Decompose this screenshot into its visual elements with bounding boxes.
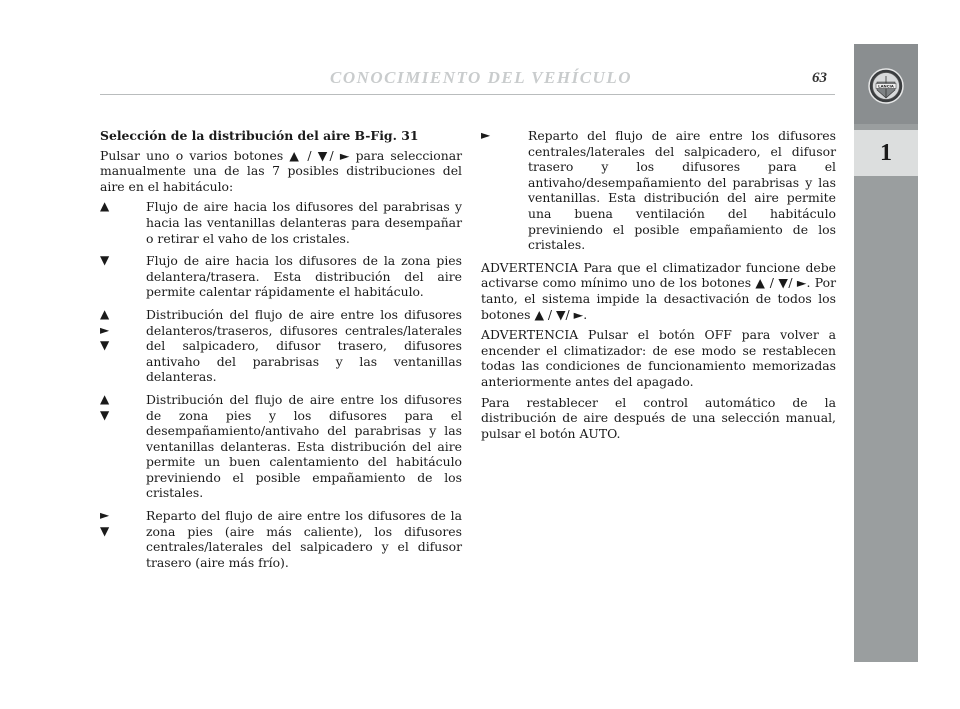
item-description: Reparto del flujo de aire entre los difusores de la zona pies (aire más caliente), los difusores centrales/laterales del salpicadero y el difusor trasero (aire más frío). — [146, 508, 462, 570]
right-column — [481, 128, 836, 446]
item-description: Flujo de aire hacia los difusores de la zona pies delantera/trasera. Esta distribución del aire permite calentar rápidamente el habitáculo. — [146, 253, 462, 300]
distribution-item — [100, 253, 462, 300]
distribution-item — [100, 307, 462, 385]
item-description: Distribución del flujo de aire entre los difusores de zona pies y los difusores para el desempañamiento/antivaho del parabrisas y las ventanillas delanteras. Esta distribución del aire permite un buen calentamiento del habitáculo previniendo el posible empañamiento de los cristales. — [146, 391, 462, 501]
arrow-up-icon: ▲ — [100, 306, 110, 321]
distribution-item — [100, 392, 462, 501]
logo-container — [854, 44, 918, 124]
arrow-down-icon: ▼ — [100, 407, 110, 422]
warning-paragraph: ADVERTENCIA Pulsar el botón OFF para volver a encender el climatizador: de ese modo se restablecen todas las condiciones de funcionamiento memorizadas anteriormente antes del apagado. — [481, 327, 836, 389]
item-description: Distribución del flujo de aire entre los difusores delanteros/traseros, difusores centrales/laterales del salpicadero, difusor trasero, difusores antivaho del parabrisas y las ventanillas delanteras. — [146, 306, 462, 385]
arrow-down-icon: ▼ — [100, 253, 110, 268]
section-title: Selección de la distribución del aire B-Fig. 31 — [100, 128, 419, 143]
arrow-right-icon: ► — [481, 128, 491, 142]
warning-paragraph: ADVERTENCIA Para que el climatizador funcione debe activarse como mínimo uno de los botones ▲ / ▼/ ►. Por tanto, el sistema impide la desactivación de todos los botones ▲ / ▼/ ►. — [481, 259, 836, 322]
page-number: 63 — [812, 70, 827, 86]
distribution-item — [100, 508, 462, 570]
distribution-item — [481, 128, 836, 253]
item-description: Flujo de aire hacia los difusores del parabrisas y hacia las ventanillas delanteras para desempañar o retirar el vaho de los cristales. — [146, 199, 462, 246]
chapter-number: 1 — [854, 130, 918, 176]
left-column — [100, 128, 462, 577]
arrow-up-icon: ▲ — [100, 199, 110, 214]
logo-text: LANCIA — [878, 83, 894, 89]
intro-paragraph: Pulsar uno o varios botones ▲ / ▼/ ► para seleccionar manualmente una de las 7 posibles distribuciones del aire en el habitáculo: — [100, 147, 462, 194]
chapter-sidebar — [854, 44, 918, 662]
distribution-item — [100, 199, 462, 246]
arrow-right-icon: ► — [100, 322, 110, 337]
header-divider — [100, 94, 835, 95]
arrow-down-icon: ▼ — [100, 523, 110, 538]
arrow-down-icon: ▼ — [100, 338, 110, 353]
lancia-shield-logo-icon — [868, 68, 904, 104]
item-description: Reparto del flujo de aire entre los difusores centrales/laterales del salpicadero, el difusor trasero y los difusores para el antivaho/desempañamiento del parabrisas y las ventanillas. Esta distribución del aire permite una buena ventilación del habitáculo previniendo el posible empañamiento de los cristales. — [528, 128, 836, 253]
header-title: CONOCIMIENTO DEL VEHÍCULO — [330, 68, 632, 87]
arrow-up-icon: ▲ — [100, 391, 110, 406]
arrow-right-icon: ► — [100, 508, 110, 523]
auto-paragraph: Para restablecer el control automático de la distribución de aire después de una selección manual, pulsar el botón AUTO. — [481, 394, 836, 441]
